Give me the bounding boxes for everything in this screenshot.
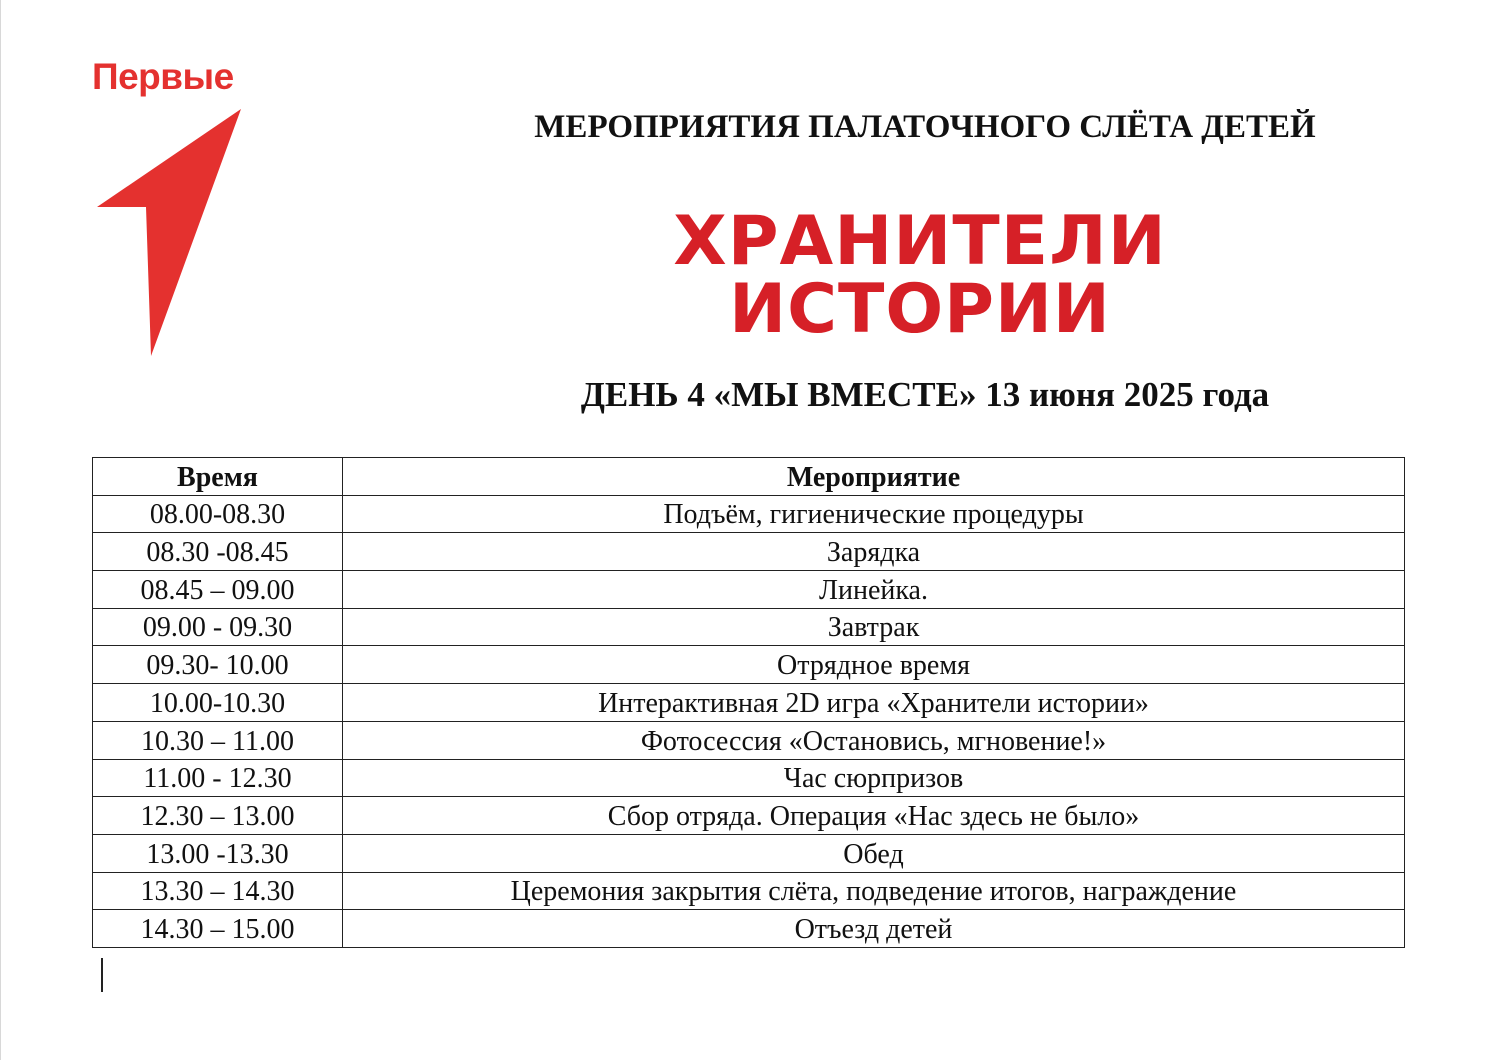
time-cell: 09.30- 10.00 [93,646,343,684]
column-header-time: Время [93,458,343,496]
time-cell: 13.30 – 14.30 [93,872,343,910]
time-cell: 10.30 – 11.00 [93,721,343,759]
time-cell: 14.30 – 15.00 [93,910,343,948]
table-row [93,872,1405,910]
table-row [93,495,1405,533]
table-header-row [93,458,1405,496]
time-cell: 08.00-08.30 [93,495,343,533]
event-cell: Фотосессия «Остановись, мгновение!» [343,721,1405,759]
event-cell: Отрядное время [343,646,1405,684]
event-cell: Интерактивная 2D игра «Хранители истории» [343,684,1405,722]
event-cell: Сбор отряда. Операция «Нас здесь не было» [343,797,1405,835]
event-cell: Обед [343,834,1405,872]
brand-title-line2: ИСТОРИИ [729,270,1111,349]
event-cell: Подъём, гигиенические процедуры [343,495,1405,533]
table-row [93,834,1405,872]
time-cell: 13.00 -13.30 [93,834,343,872]
day-title: ДЕНЬ 4 «МЫ ВМЕСТЕ» 13 июня 2025 года [580,375,1270,414]
text-cursor[interactable] [101,958,103,992]
time-cell: 10.00-10.30 [93,684,343,722]
event-cell: Линейка. [343,571,1405,609]
event-cell: Завтрак [343,608,1405,646]
table-row [93,684,1405,722]
table-row [93,571,1405,609]
table-row [93,910,1405,948]
schedule-table [92,457,1405,948]
time-cell: 12.30 – 13.00 [93,797,343,835]
arrow-one-icon [90,106,250,358]
logo-wordmark: Первые [92,56,234,97]
table-row [93,608,1405,646]
table-row [93,759,1405,797]
time-cell: 08.30 -08.45 [93,533,343,571]
time-cell: 09.00 - 09.30 [93,608,343,646]
column-header-event: Мероприятие [343,458,1405,496]
document-title: МЕРОПРИЯТИЯ ПАЛАТОЧНОГО СЛЁТА ДЕТЕЙ [534,109,1316,145]
event-cell: Зарядка [343,533,1405,571]
event-cell: Отъезд детей [343,910,1405,948]
table-row [93,533,1405,571]
brand-title-line1: ХРАНИТЕЛИ [673,202,1167,281]
time-cell: 11.00 - 12.30 [93,759,343,797]
brand-title [660,202,1180,349]
time-cell: 08.45 – 09.00 [93,571,343,609]
event-cell: Церемония закрытия слёта, подведение итогов, награждение [343,872,1405,910]
table-row [93,721,1405,759]
table-row [93,797,1405,835]
event-cell: Час сюрпризов [343,759,1405,797]
table-row [93,646,1405,684]
